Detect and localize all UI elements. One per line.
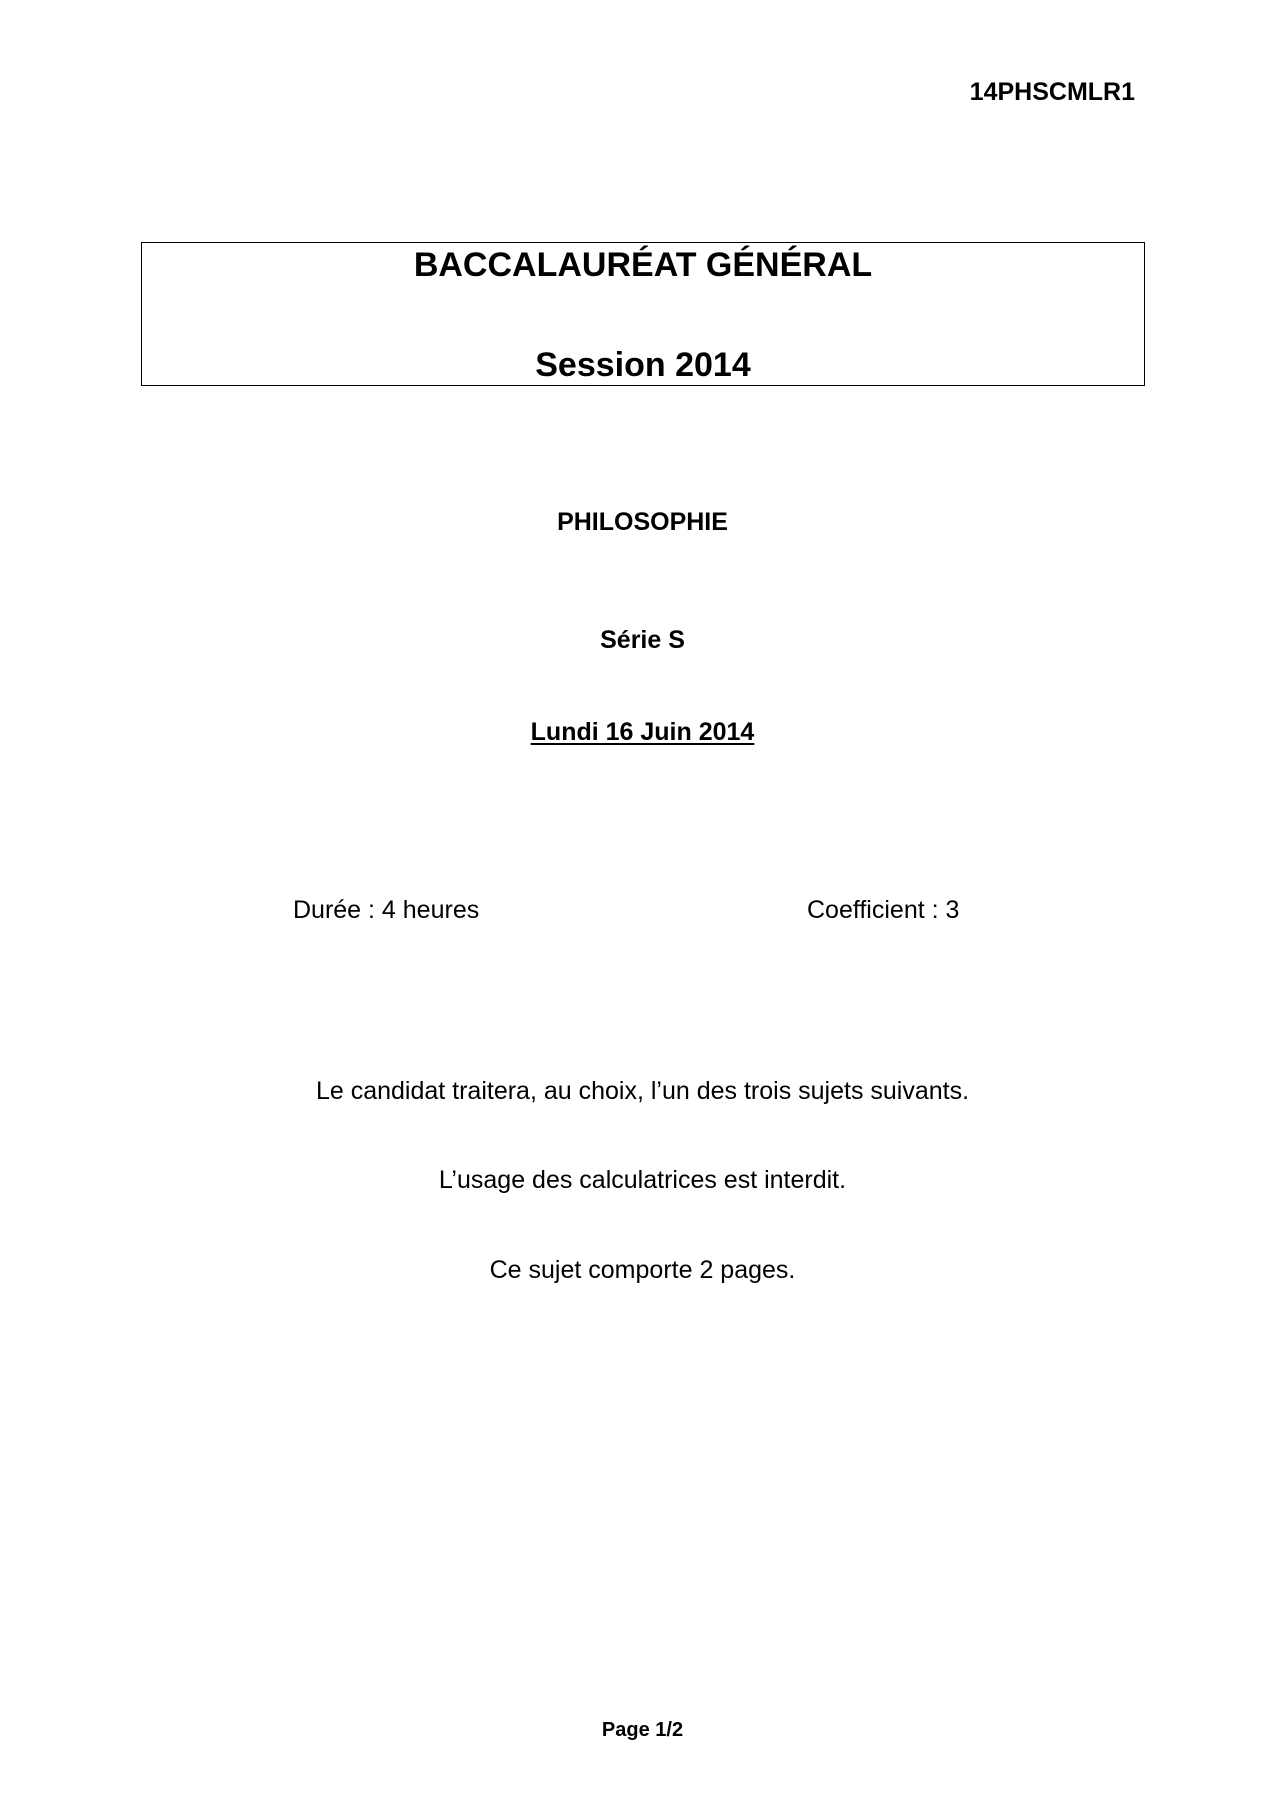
duration-label: Durée : 4 heures bbox=[293, 896, 480, 924]
subject-heading: PHILOSOPHIE bbox=[557, 508, 728, 536]
instruction-choice: Le candidat traitera, au choix, l’un des trois sujets suivants. bbox=[315, 1077, 970, 1105]
coefficient-label: Coefficient : 3 bbox=[807, 896, 960, 924]
document-code: 14PHSCMLR1 bbox=[969, 78, 1135, 106]
serie-label: Série S bbox=[600, 626, 685, 654]
exam-date: Lundi 16 Juin 2014 bbox=[530, 718, 755, 746]
title-box bbox=[141, 242, 1145, 386]
instruction-calculators: L’usage des calculatrices est interdit. bbox=[438, 1166, 847, 1194]
page-number: Page 1/2 bbox=[601, 1719, 684, 1741]
instruction-pages: Ce sujet comporte 2 pages. bbox=[489, 1256, 796, 1284]
exam-title: BACCALAURÉAT GÉNÉRAL bbox=[413, 246, 873, 284]
session-title: Session 2014 bbox=[535, 346, 751, 384]
